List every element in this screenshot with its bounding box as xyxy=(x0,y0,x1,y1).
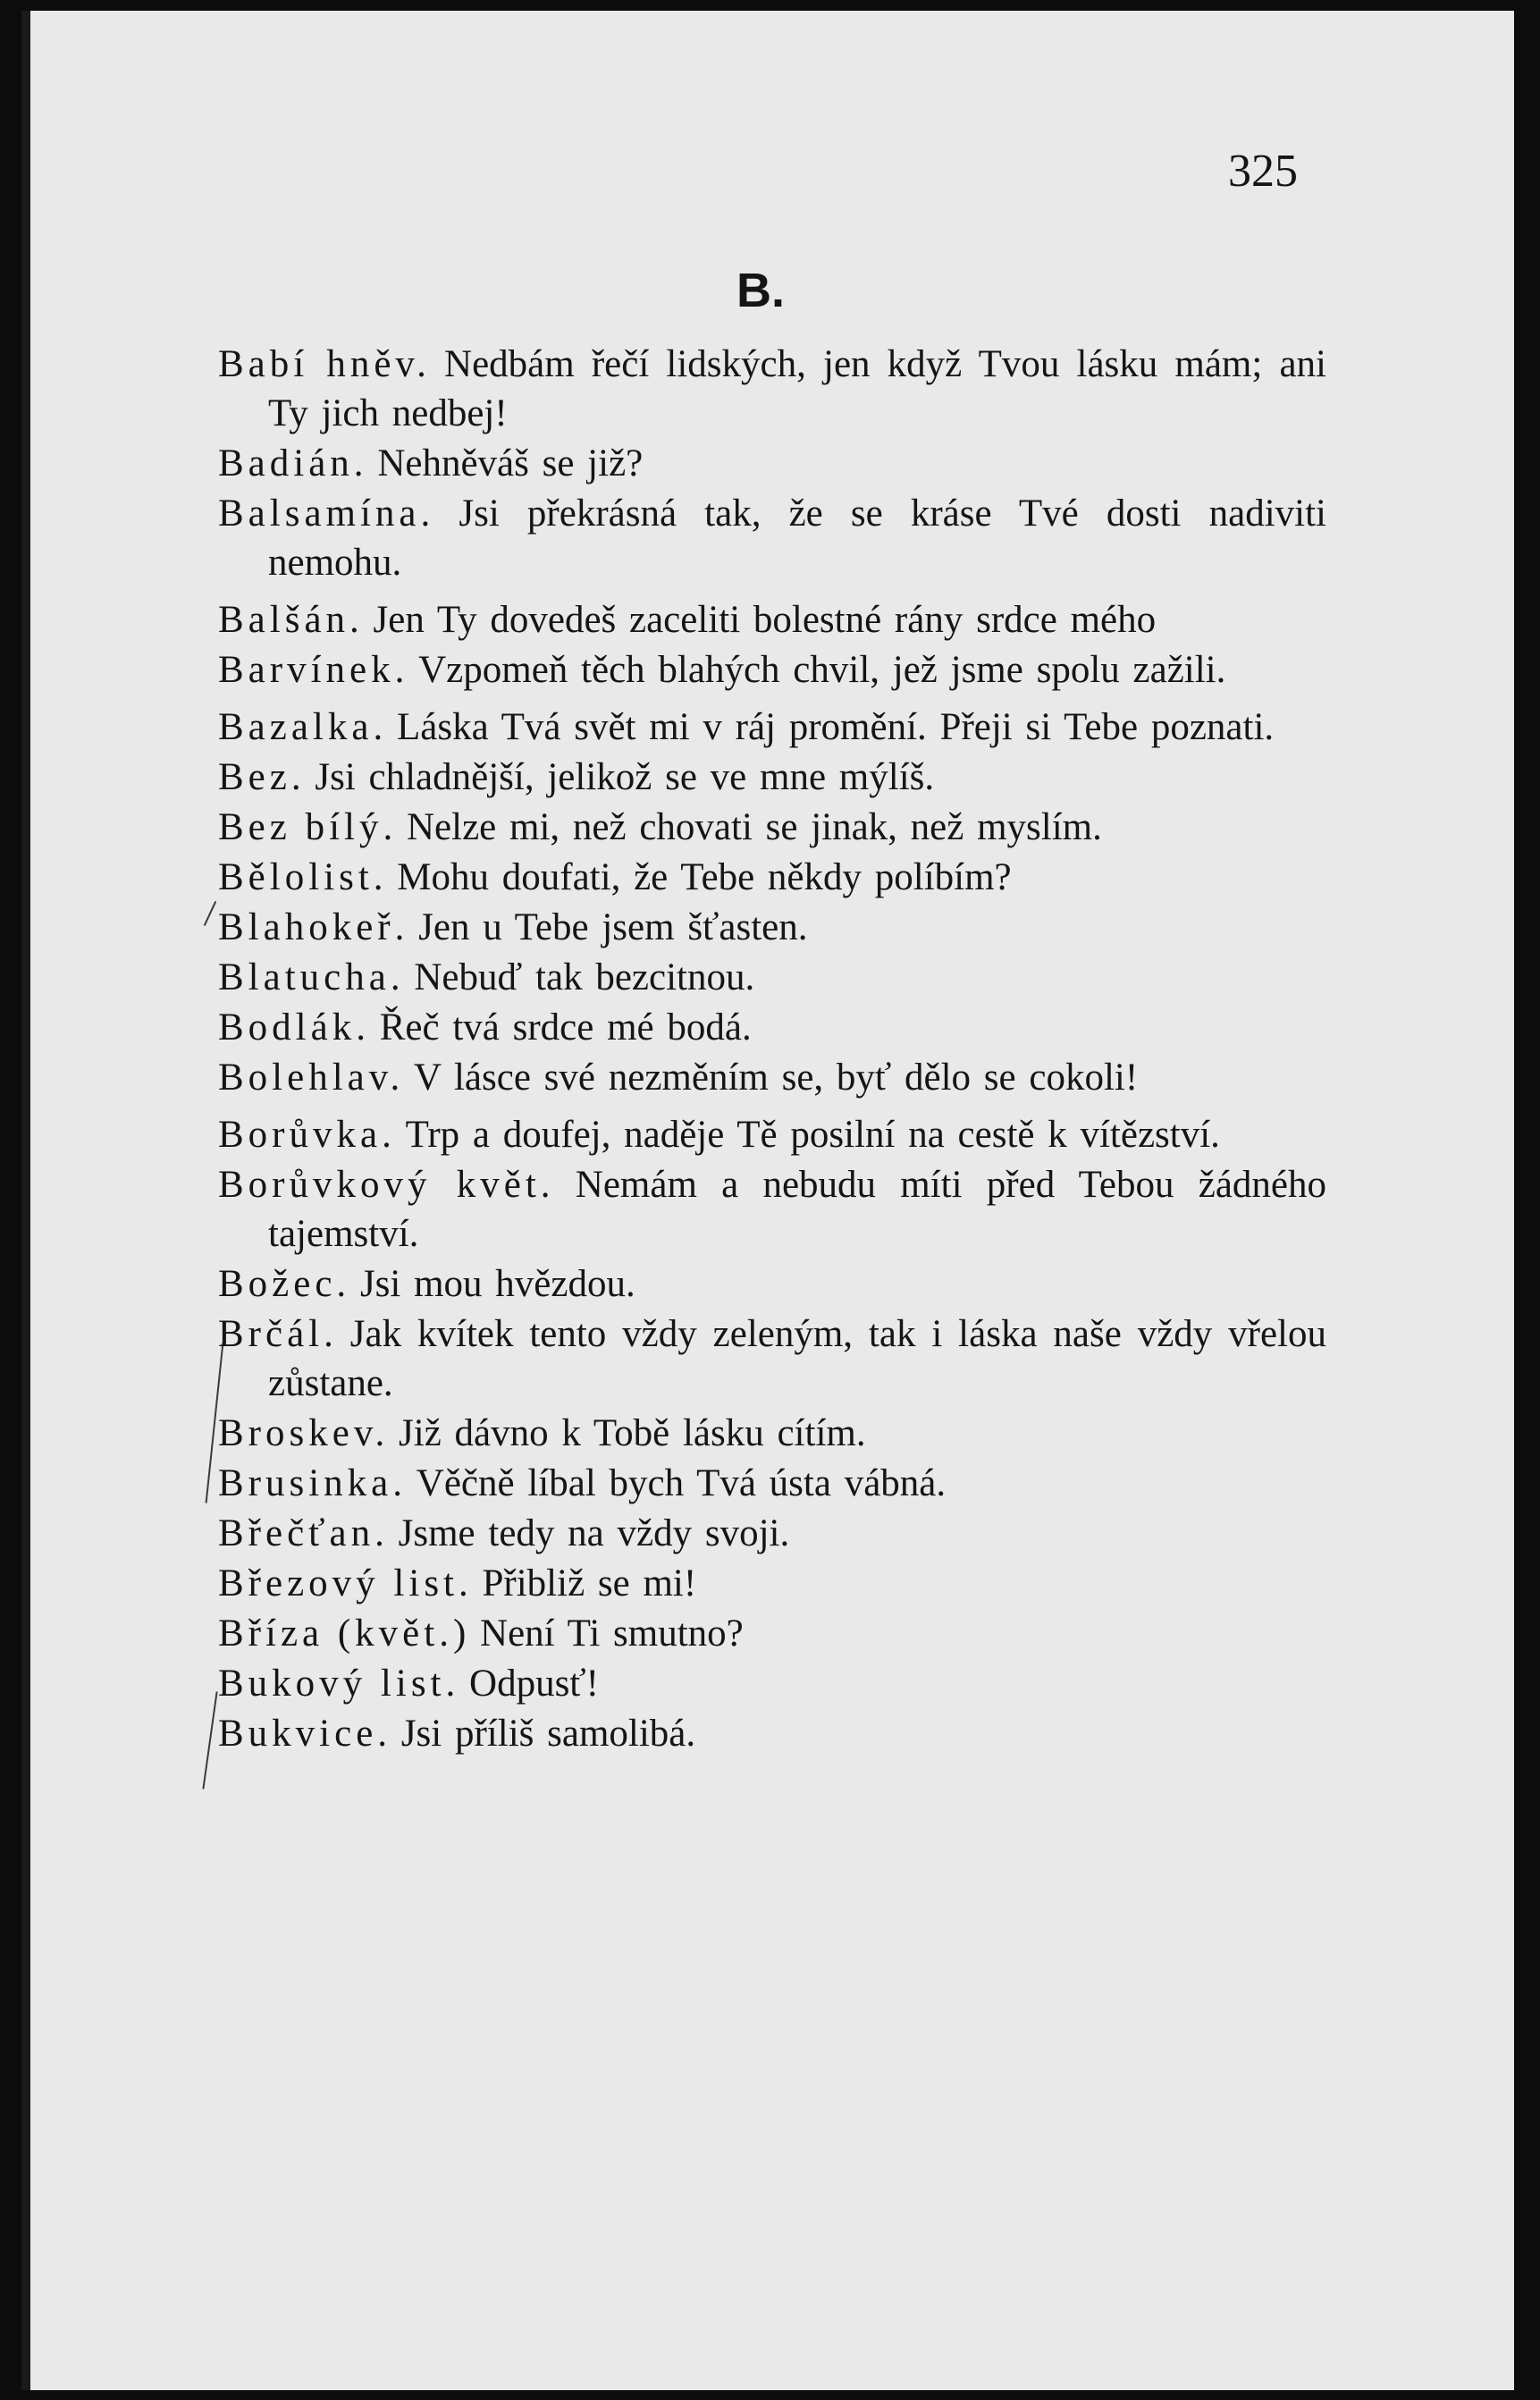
entry xyxy=(218,595,1326,644)
entry-text: Nelze mi, než chovati se jinak, než myslím. xyxy=(407,806,1102,848)
entry-text: Odpusť! xyxy=(469,1663,599,1705)
entry-text: Vzpomeň těch blahých chvil, jež jsme spolu zažili. xyxy=(418,649,1226,691)
entry-headword: Břečťan. xyxy=(218,1512,389,1554)
pencil-mark xyxy=(204,901,216,926)
entry-text: Přibliž se mi! xyxy=(482,1562,697,1604)
entry xyxy=(218,803,1326,852)
entry xyxy=(218,703,1326,752)
entry xyxy=(218,1659,1326,1708)
entry-headword: Bělolist. xyxy=(218,856,388,898)
entry-text: Nebuď tak bezcitnou. xyxy=(414,956,755,998)
entry-headword: Brčál. xyxy=(218,1313,338,1355)
entry-list xyxy=(218,340,1326,1759)
entry xyxy=(218,903,1326,952)
entry xyxy=(218,489,1326,587)
pencil-mark xyxy=(202,1691,217,1789)
entry xyxy=(218,1559,1326,1608)
entry xyxy=(218,340,1326,438)
section-heading: B. xyxy=(736,264,785,317)
entry-headword: Blahokeř. xyxy=(218,906,409,948)
entry-text: Jen u Tebe jsem šťasten. xyxy=(418,906,808,948)
entry-headword: Bříza (květ.) xyxy=(218,1613,471,1655)
entry-text: Láska Tvá svět mi v ráj promění. Přeji si Tebe poznati. xyxy=(396,706,1275,748)
entry xyxy=(218,1609,1326,1658)
entry-headword: Bez bílý. xyxy=(218,806,398,848)
entry-text: Jen Ty dovedeš zaceliti bolestné rány srdce mého xyxy=(373,599,1157,641)
page-number: 325 xyxy=(1228,146,1298,197)
entry-headword: Badián. xyxy=(218,442,368,484)
entry-headword: Bazalka. xyxy=(218,706,388,748)
entry-headword: Babí hněv. xyxy=(218,343,431,385)
entry-headword: Bodlák. xyxy=(218,1006,370,1048)
entry xyxy=(218,1709,1326,1758)
entry-headword: Barvínek. xyxy=(218,649,409,691)
entry xyxy=(218,853,1326,902)
entry-text: Jsi příliš samolibá. xyxy=(400,1713,696,1755)
entry-headword: Božec. xyxy=(218,1263,351,1305)
entry-headword: Blatucha. xyxy=(218,956,405,998)
entry-headword: Borůvka. xyxy=(218,1114,396,1156)
entry-headword: Balsamína. xyxy=(218,493,435,535)
entry xyxy=(218,1409,1326,1458)
entry-text: Věčně líbal bych Tvá ústa vábná. xyxy=(416,1462,947,1504)
entry-text: Není Ti smutno? xyxy=(480,1613,744,1655)
entry xyxy=(218,1309,1326,1408)
entry-headword: Broskev. xyxy=(218,1412,390,1454)
entry xyxy=(218,1053,1326,1102)
entry-text: V lásce své nezměním se, byť dělo se cokoli! xyxy=(413,1057,1139,1099)
entry-headword: Bez. xyxy=(218,756,306,798)
entry-text: Jak kvítek tento vždy zeleným, tak i láska naše vždy vřelou zůstane. xyxy=(268,1313,1327,1404)
entry-text: Mohu doufati, že Tebe někdy políbím? xyxy=(397,856,1012,898)
scanned-book-page xyxy=(21,11,1514,2390)
entry-headword: Bukvice. xyxy=(218,1713,392,1755)
entry xyxy=(218,1259,1326,1309)
entry xyxy=(218,1160,1326,1259)
entry xyxy=(218,439,1326,488)
entry-headword: Borůvkový květ. xyxy=(218,1164,555,1206)
entry-headword: Bolehlav. xyxy=(218,1057,405,1099)
entry-text: Nedbám řečí lidských, jen když Tvou lásku mám; ani Ty jich nedbej! xyxy=(268,343,1326,434)
entry-headword: Bukový list. xyxy=(218,1663,460,1705)
entry-text: Nehněváš se již? xyxy=(377,442,644,484)
entry-text: Trp a doufej, naděje Tě posilní na cestě k vítězství. xyxy=(405,1114,1220,1156)
entry-text: Jsi chladnější, jelikož se ve mne mýlíš. xyxy=(315,756,935,798)
entry-text: Nemám a nebudu míti před Tebou žádného tajemství. xyxy=(268,1164,1327,1255)
entry xyxy=(218,1110,1326,1159)
entry-text: Jsi překrásná tak, že se kráse Tvé dosti nadiviti nemohu. xyxy=(268,493,1326,584)
entry xyxy=(218,1459,1326,1508)
entry-text: Jsi mou hvězdou. xyxy=(359,1263,635,1305)
entry xyxy=(218,1509,1326,1558)
entry-headword: Balšán. xyxy=(218,599,364,641)
entry-text: Řeč tvá srdce mé bodá. xyxy=(379,1006,752,1048)
entry xyxy=(218,645,1326,695)
entry xyxy=(218,1003,1326,1052)
entry-headword: Březový list. xyxy=(218,1562,473,1604)
entry xyxy=(218,753,1326,802)
entry-text: Již dávno k Tobě lásku cítím. xyxy=(399,1412,866,1454)
entry xyxy=(218,953,1326,1002)
entry-text: Jsme tedy na vždy svoji. xyxy=(398,1512,790,1554)
entry-headword: Brusinka. xyxy=(218,1462,408,1504)
